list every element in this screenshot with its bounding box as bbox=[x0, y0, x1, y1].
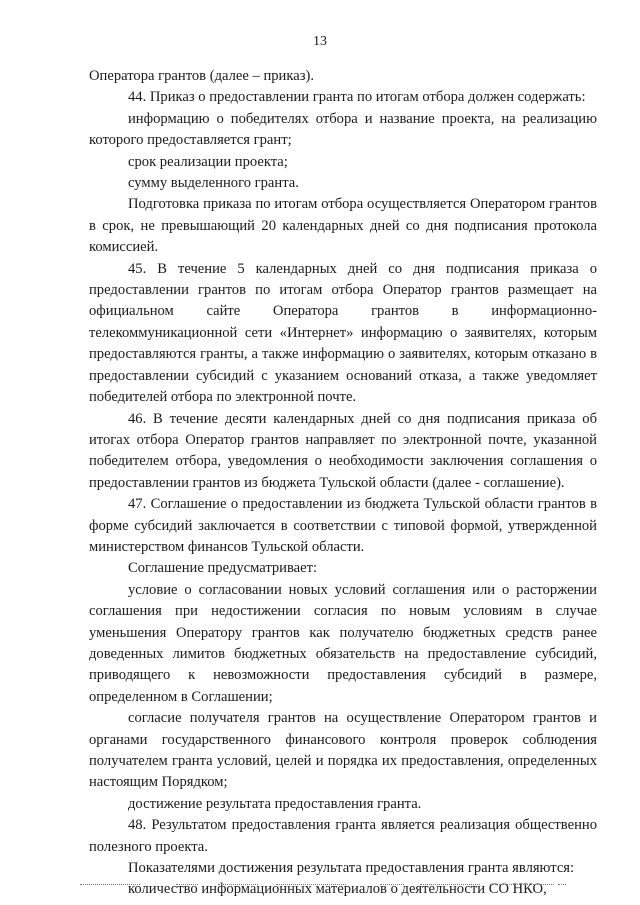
paragraph: Показателями достижения результата предоставления гранта являются: bbox=[128, 860, 575, 877]
page-number: 13 bbox=[313, 34, 327, 49]
paragraph: 44. Приказ о предоставлении гранта по итогам отбора должен содержать: bbox=[128, 89, 586, 106]
paragraph: сумму выделенного гранта. bbox=[128, 175, 299, 192]
paragraph: срок реализации проекта; bbox=[128, 153, 288, 170]
paragraph: условие о согласовании новых условий соглашения или о расторжении соглашения при недостижении согласия по новым условиям в случае уменьшения Оператору грантов как получателю бюджетных средств ранее доведенных лимитов бюджетных обязательств на предоставление субсидий, приводящего к невозможности предоставления субсидий в размере, определенном в Соглашении; bbox=[89, 581, 597, 705]
paragraph: 46. В течение десяти календарных дней со дня подписания приказа об итогах отбора Оператор грантов направляет по электронной почте, указанной победителем отбора, уведомления о необходимости заключения соглашения о предоставлении грантов из бюджета Тульской области (далее - соглашение). bbox=[89, 410, 597, 491]
paragraph: достижение результата предоставления гранта. bbox=[128, 795, 422, 812]
document-body bbox=[89, 66, 597, 901]
paragraph: 47. Соглашение о предоставлении из бюджета Тульской области грантов в форме субсидий заключается в соответствии с типовой формой, утвержденной министерством финансов Тульской области. bbox=[89, 496, 597, 555]
paragraph: количество информационных материалов о деятельности СО НКО, bbox=[128, 881, 547, 898]
paragraph: информацию о победителях отбора и название проекта, на реализацию которого предоставляется грант; bbox=[89, 110, 597, 149]
paragraph: согласие получателя грантов на осуществление Оператором грантов и органами государственного финансового контроля проверок соблюдения получателем гранта условий, целей и порядка их предоставления, определенных настоящим Порядком; bbox=[89, 710, 597, 791]
paragraph: 45. В течение 5 календарных дней со дня подписания приказа о предоставлении грантов по итогам отбора Оператор грантов размещает на официальном сайте Оператора грантов в информационно-телекоммуникационной сети «Интернет» информацию о заявителях, которым предоставляются гранты, а также информацию о заявителях, которым отказано в предоставлении субсидий с указанием оснований отказа, а также уведомляет победителей отбора по электронной почте. bbox=[89, 260, 597, 406]
paragraph: Подготовка приказа по итогам отбора осуществляется Оператором грантов в срок, не превышающий 20 календарных дней со дня подписания протокола комиссией. bbox=[89, 196, 597, 256]
paragraph: 48. Результатом предоставления гранта является реализация общественно полезного проекта. bbox=[89, 817, 597, 855]
paragraph: Оператора грантов (далее – приказ). bbox=[89, 68, 314, 84]
scan-artifact-marks bbox=[80, 884, 570, 888]
paragraph: Соглашение предусматривает: bbox=[128, 560, 318, 577]
